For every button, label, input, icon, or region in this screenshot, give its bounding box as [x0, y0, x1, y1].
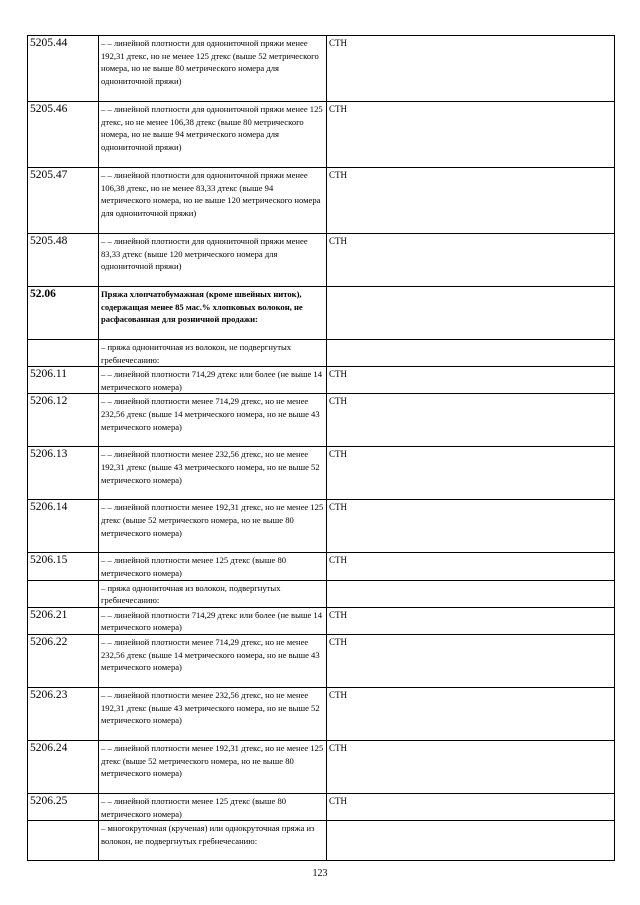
- row-mark: СТН: [327, 634, 615, 687]
- row-code: 5206.24: [28, 740, 99, 793]
- table-row: [28, 340, 615, 367]
- row-description: – – линейной плотности для однониточной пряжи менее 192,31 дтекс, но не менее 125 дтекс (выше 52 метрического номера, но не выше 80 метрического номера для однониточной пряжи): [99, 36, 327, 102]
- row-mark: СТН: [327, 553, 615, 580]
- table-row: [28, 500, 615, 553]
- table-row: [28, 821, 615, 861]
- table-row: [28, 102, 615, 168]
- row-mark: СТН: [327, 500, 615, 553]
- heading-code: 52.06: [28, 287, 99, 340]
- row-mark: СТН: [327, 102, 615, 168]
- table-row: [28, 234, 615, 287]
- table-row: [28, 607, 615, 634]
- table-row: [28, 793, 615, 820]
- row-mark: СТН: [327, 394, 615, 447]
- row-code: 5206.11: [28, 367, 99, 394]
- row-mark: СТН: [327, 168, 615, 234]
- row-description: – – линейной плотности 714,29 дтекс или более (не выше 14 метрического номера): [99, 367, 327, 394]
- row-mark: СТН: [327, 793, 615, 820]
- row-description: – – линейной плотности 714,29 дтекс или более (не выше 14 метрического номера): [99, 607, 327, 634]
- row-description: – пряжа однониточная из волокон, подвергнутых гребнечесанию:: [99, 580, 327, 607]
- row-code: 5206.25: [28, 793, 99, 820]
- page-number: 123: [312, 868, 328, 879]
- row-code: 5205.48: [28, 234, 99, 287]
- row-code: [28, 821, 99, 861]
- row-description: – пряжа однониточная из волокон, не подвергнутых гребнечесанию:: [99, 340, 327, 367]
- table-row: [28, 634, 615, 687]
- row-description: – – линейной плотности для однониточной пряжи менее 125 дтекс, но не менее 106,38 дтекс (выше 80 метрического номера, но не выше 94 метрического номера для однониточной пряжи): [99, 102, 327, 168]
- row-mark: СТН: [327, 740, 615, 793]
- row-description: – – линейной плотности менее 125 дтекс (выше 80 метрического номера): [99, 553, 327, 580]
- row-code: 5206.14: [28, 500, 99, 553]
- row-code: 5205.46: [28, 102, 99, 168]
- row-description: – – линейной плотности менее 232,56 дтекс, но не менее 192,31 дтекс (выше 43 метрического номера, но не выше 52 метрического номера): [99, 687, 327, 740]
- table-row: [28, 447, 615, 500]
- row-mark: [327, 821, 615, 861]
- row-description: – – линейной плотности менее 192,31 дтекс, но не менее 125 дтекс (выше 52 метрического номера, но не выше 80 метрического номера): [99, 500, 327, 553]
- row-description: – – линейной плотности для однониточной пряжи менее 83,33 дтекс (выше 120 метрического номера для однониточной пряжи): [99, 234, 327, 287]
- row-code: 5205.44: [28, 36, 99, 102]
- row-code: 5206.22: [28, 634, 99, 687]
- row-mark: [327, 580, 615, 607]
- row-description: – – линейной плотности менее 192,31 дтекс, но не менее 125 дтекс (выше 52 метрического номера, но не выше 80 метрического номера): [99, 740, 327, 793]
- table-row: [28, 687, 615, 740]
- table-row: [28, 287, 615, 340]
- row-code: 5206.21: [28, 607, 99, 634]
- row-code: 5205.47: [28, 168, 99, 234]
- row-description: – – линейной плотности менее 125 дтекс (выше 80 метрического номера): [99, 793, 327, 820]
- table-row: [28, 580, 615, 607]
- row-mark: [327, 340, 615, 367]
- row-mark: СТН: [327, 687, 615, 740]
- table-row: [28, 740, 615, 793]
- row-code: 5206.13: [28, 447, 99, 500]
- row-code: [28, 340, 99, 367]
- row-code: 5206.23: [28, 687, 99, 740]
- table-row: [28, 394, 615, 447]
- row-code: 5206.15: [28, 553, 99, 580]
- table-row: [28, 367, 615, 394]
- table-row: [28, 553, 615, 580]
- row-code: [28, 580, 99, 607]
- row-mark: СТН: [327, 367, 615, 394]
- tariff-code-table: [27, 35, 615, 861]
- row-mark: СТН: [327, 36, 615, 102]
- row-mark: СТН: [327, 607, 615, 634]
- row-mark: [327, 287, 615, 340]
- table-row: [28, 36, 615, 102]
- row-mark: СТН: [327, 234, 615, 287]
- row-code: 5206.12: [28, 394, 99, 447]
- row-description: – – линейной плотности менее 232,56 дтекс, но не менее 192,31 дтекс (выше 43 метрического номера, но не выше 52 метрического номера): [99, 447, 327, 500]
- row-mark: СТН: [327, 447, 615, 500]
- table-row: [28, 168, 615, 234]
- heading-description: Пряжа хлопчатобумажная (кроме швейных ниток), содержащая менее 85 мас.% хлопковых волокон, не расфасованная для розничной продажи:: [99, 287, 327, 340]
- row-description: – – линейной плотности менее 714,29 дтекс, но не менее 232,56 дтекс (выше 14 метрического номера, но не выше 43 метрического номера): [99, 634, 327, 687]
- row-description: – – линейной плотности менее 714,29 дтекс, но не менее 232,56 дтекс (выше 14 метрического номера, но не выше 43 метрического номера): [99, 394, 327, 447]
- row-description: – многокруточная (крученая) или однокруточная пряжа из волокон, не подвергнутых гребнечесанию:: [99, 821, 327, 861]
- row-description: – – линейной плотности для однониточной пряжи менее 106,38 дтекс, но не менее 83,33 дтекс (выше 94 метрического номера, но не выше 120 метрического номера для однониточной пряжи): [99, 168, 327, 234]
